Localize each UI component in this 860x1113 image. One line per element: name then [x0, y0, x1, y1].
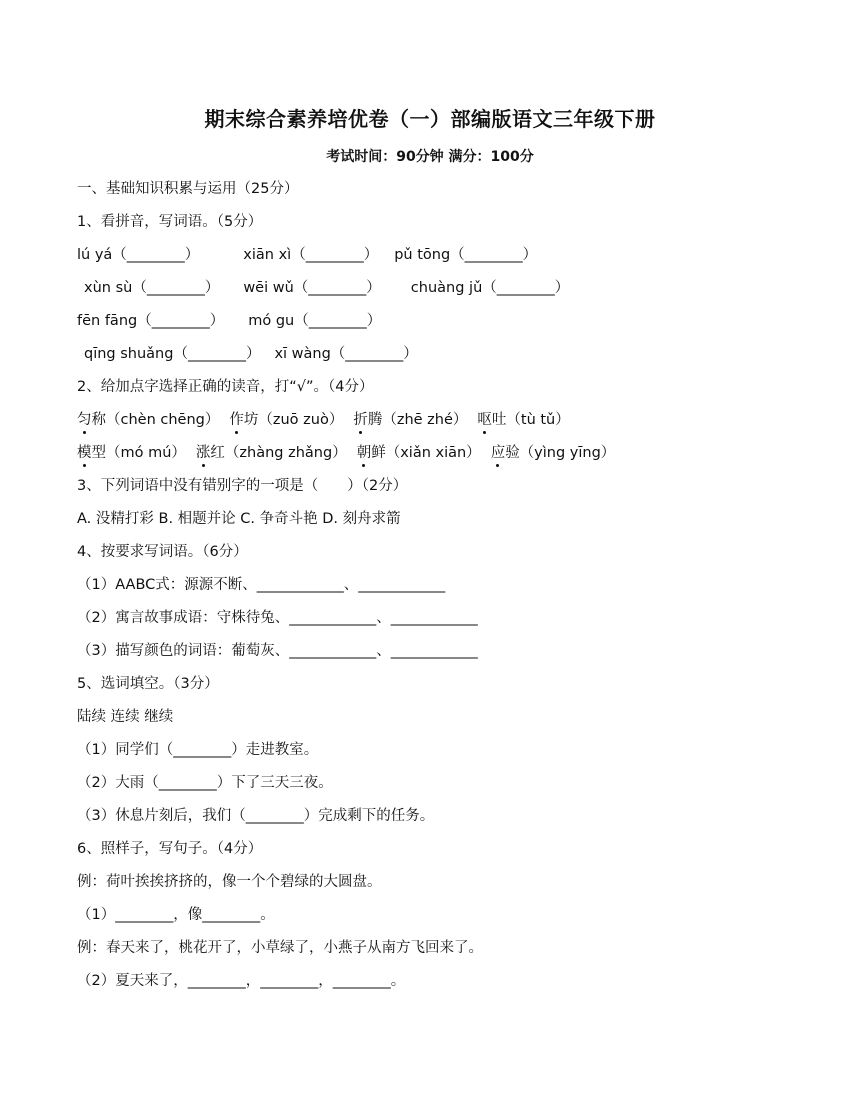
dotted-character: 匀 [77, 412, 92, 428]
pinyin-item: xī wàng（________） [274, 346, 418, 362]
dotted-character: 朝 [356, 445, 372, 461]
pinyin-item: xiān xì（________） [243, 247, 379, 263]
question-6-example: 例：荷叶挨挨挤挤的，像一个个碧绿的大圆盘。 [77, 874, 382, 890]
pinyin-item: lú yá（________） [77, 247, 200, 263]
pinyin-item: fēn fāng（________） [77, 313, 225, 329]
pinyin-item: xùn sù（________） [84, 280, 220, 296]
question-4-item: （3）描写颜色的词语：葡萄灰、____________、____________ [77, 643, 478, 659]
pinyin-item: pǔ tōng（________） [394, 247, 538, 263]
pinyin-item: mó gu（________） [248, 313, 382, 329]
exam-subtitle: 考试时间：90分钟 满分：100分 [326, 149, 534, 165]
question-6-example: 例：春天来了，桃花开了，小草绿了，小燕子从南方飞回来了。 [77, 940, 483, 956]
dotted-character: 涨 [195, 445, 211, 461]
pinyin-row-2 [84, 278, 569, 298]
reading-item: 应验（yìng yīng） [490, 445, 616, 461]
reading-row-1 [77, 410, 570, 430]
pinyin-row-3 [77, 311, 381, 331]
question-6-item: （2）夏天来了，________，________，________。 [77, 973, 406, 989]
pinyin-item: wēi wǔ（________） [243, 280, 381, 296]
reading-item: 匀称（chèn chēng） [77, 412, 220, 428]
reading-item: 涨红（zhàng zhǎng） [195, 445, 347, 461]
question-6-heading: 6、照样子，写句子。（4分） [77, 841, 263, 857]
reading-item: 模型（mó mú） [77, 445, 186, 461]
question-4-item: （1）AABC式：源源不断、____________、____________ [77, 577, 446, 593]
reading-item: 作坊（zuō zuò） [229, 412, 344, 428]
dotted-character: 作 [229, 412, 244, 428]
question-3-heading: 3、下列词语中没有错别字的一项是（ ）（2分） [77, 478, 408, 494]
question-5-item: （1）同学们（________）走进教室。 [77, 742, 319, 758]
question-3-options: A. 没精打彩 B. 相题并论 C. 争奇斗艳 D. 刻舟求箭 [77, 511, 401, 527]
question-5-item: （2）大雨（________）下了三天三夜。 [77, 775, 333, 791]
question-1-heading: 1、看拼音，写词语。（5分） [77, 214, 263, 230]
question-5-item: （3）休息片刻后，我们（________）完成剩下的任务。 [77, 808, 435, 824]
question-2-heading: 2、给加点字选择正确的读音，打“√”。（4分） [77, 379, 374, 395]
reading-item: 朝鲜（xiǎn xiān） [356, 445, 481, 461]
dotted-character: 呕 [477, 412, 492, 428]
reading-item: 折腾（zhē zhé） [353, 412, 468, 428]
question-6-item: （1）________，像________。 [77, 907, 275, 923]
pinyin-item: qīng shuǎng（________） [84, 346, 261, 362]
reading-row-2 [77, 443, 615, 463]
question-4-heading: 4、按要求写词语。（6分） [77, 544, 248, 560]
section-heading: 一、基础知识积累与运用（25分） [77, 181, 299, 197]
question-5-heading: 5、选词填空。（3分） [77, 676, 219, 692]
pinyin-row-4 [84, 344, 418, 364]
dotted-character: 模 [77, 445, 92, 461]
dotted-character: 折 [353, 412, 368, 428]
question-5-word-bank: 陆续 连续 继续 [77, 709, 174, 725]
reading-item: 呕吐（tù tǔ） [477, 412, 570, 428]
pinyin-row-1 [77, 245, 537, 265]
dotted-character: 应 [490, 445, 506, 461]
pinyin-item: chuàng jǔ（________） [410, 280, 570, 296]
exam-title: 期末综合素养培优卷（一）部编版语文三年级下册 [204, 107, 656, 131]
question-4-item: （2）寓言故事成语：守株待兔、____________、____________ [77, 610, 478, 626]
